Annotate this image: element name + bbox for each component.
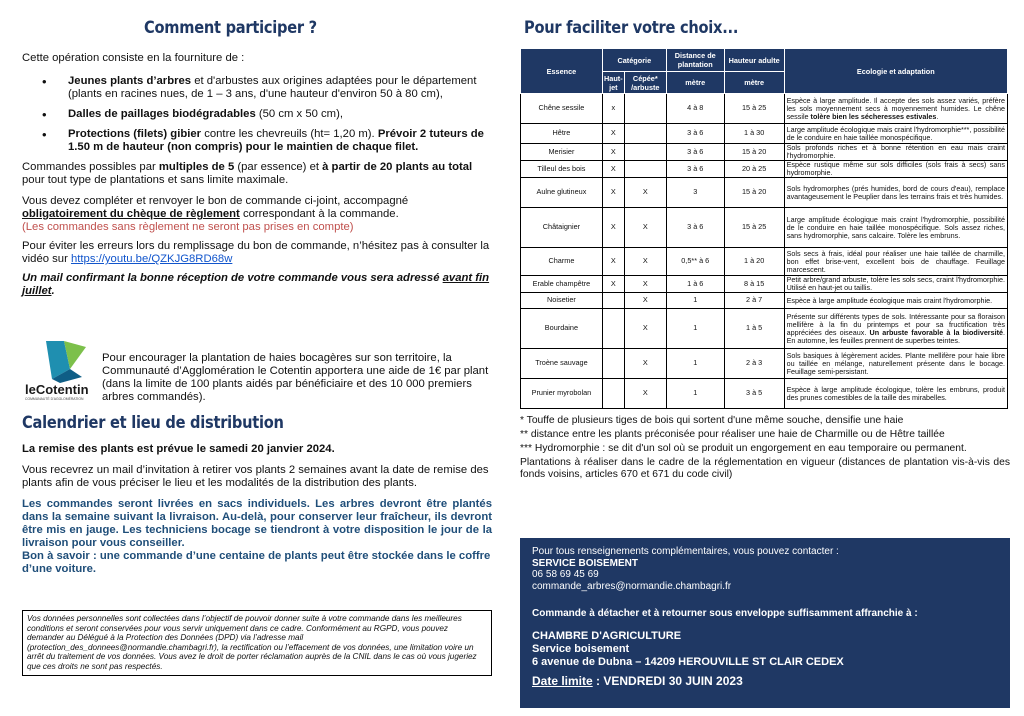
table-row: [521, 144, 1008, 161]
cell-distance: 3 à 6: [666, 144, 724, 161]
address-org: CHAMBRE D'AGRICULTURE: [532, 629, 682, 642]
cell-ecologie: Sols profonds riches et à bonne rétention en eau mais craint l'hydromorphie.: [784, 144, 1007, 161]
invitation-text: Vous recevrez un mail d’invitation à retirer vos plants 2 semaines avant la date de remise des plants afin de vous préciser le lieu et les modalités de la distribution des plants.: [22, 464, 489, 489]
header-essence: Essence: [521, 49, 603, 94]
contact-service: SERVICE BOISEMENT: [532, 557, 638, 569]
cell-cepee: X: [624, 349, 666, 379]
contact-phone: 06 58 69 45 69: [532, 569, 599, 580]
contact-intro: Pour tous renseignements complémentaires, vous pouvez contacter :: [532, 546, 839, 557]
cell-cepee: X: [624, 276, 666, 293]
table-row: [521, 309, 1008, 349]
header-cepee: Cépée* /arbuste: [624, 72, 666, 94]
cell-essence: Erable champêtre: [521, 276, 603, 293]
cell-hauteur: 2 à 7: [724, 293, 784, 309]
cell-ecologie: Présente sur différents types de sols. Intéressante pour sa floraison mellifère à la fin du printemps et pour sa fructification très appréciées des oiseaux. Un arbuste favorable à la biodiversité. En automne, les feuilles prennent de superbes teintes.: [784, 309, 1007, 349]
list-item: • Dalles de paillages biodégradables (50 cm x 50 cm),: [42, 108, 492, 121]
cell-cepee: [624, 124, 666, 144]
lecotentin-logo: [24, 339, 94, 401]
cell-cepee: X: [624, 309, 666, 349]
cell-essence: Aulne glutineux: [521, 178, 603, 208]
confirmation-note: Un mail confirmant la bonne réception de votre commande vous sera adressé avant fin juillet.: [22, 272, 490, 297]
section-title-calendrier: Calendrier et lieu de distribution: [22, 413, 284, 433]
order-conditions: Commandes possibles par multiples de 5 (par essence) et à partir de 20 plants au total pour tout type de plantations et sans limite maximale.: [22, 161, 473, 186]
cell-ecologie: Espèce rustique même sur sols difficiles (sols frais à secs) sans hydromorphie.: [784, 161, 1007, 178]
cell-hauteur: 1 à 30: [724, 124, 784, 144]
header-categorie: Catégorie: [602, 49, 666, 72]
cell-cepee: [624, 94, 666, 124]
note-reglementation: Plantations à réaliser dans le cadre de la réglementation en vigueur (distances de plantation vis-à-vis des fonds voisins, articles 670 et 671 du code civil): [520, 457, 1010, 480]
cell-cepee: X: [624, 248, 666, 276]
cell-essence: Hêtre: [521, 124, 603, 144]
cell-essence: Tilleul des bois: [521, 161, 603, 178]
header-metre-hauteur: mètre: [724, 72, 784, 94]
cell-distance: 3: [666, 178, 724, 208]
cell-hauteur: 3 à 5: [724, 379, 784, 409]
order-form-instructions: Vous devez compléter et renvoyer le bon de commande ci-joint, accompagné obligatoirement du chèque de règlement correspondant à la commande.: [22, 195, 409, 220]
cell-hauteur: 15 à 20: [724, 178, 784, 208]
cell-distance: 1: [666, 293, 724, 309]
contact-email[interactable]: commande_arbres@normandie.chambagri.fr: [532, 580, 732, 592]
header-metre-distance: mètre: [666, 72, 724, 94]
cell-distance: 1: [666, 349, 724, 379]
address-service: Service boisement: [532, 642, 630, 655]
cell-hautjet: X: [602, 178, 624, 208]
cell-hauteur: 8 à 15: [724, 276, 784, 293]
table-row: [521, 124, 1008, 144]
cell-hautjet: [602, 349, 624, 379]
cell-hauteur: 15 à 25: [724, 208, 784, 248]
table-row: [521, 379, 1008, 409]
cell-ecologie: Sols hydromorphes (prés humides, bord de cours d'eau), remplace avantageusement le Peuplier dans les terrains frais et très humides.: [784, 178, 1007, 208]
supply-list: [42, 75, 492, 154]
contact-box: [520, 538, 1010, 708]
section-title-participer: Comment participer ?: [144, 18, 317, 38]
header-ecologie: Ecologie et adaptation: [784, 49, 1007, 94]
cell-distance: 0,5** à 6: [666, 248, 724, 276]
cell-essence: Chêne sessile: [521, 94, 603, 124]
table-row: [521, 349, 1008, 379]
cell-essence: Merisier: [521, 144, 603, 161]
cell-hautjet: X: [602, 124, 624, 144]
header-hauteur: Hauteur adulte: [724, 49, 784, 72]
cell-essence: Noisetier: [521, 293, 603, 309]
cell-ecologie: Large amplitude écologique mais craint l'hydromorphie***, possibilité de le conduire en haie taillée monospécifique.: [784, 124, 1007, 144]
cell-distance: 4 à 8: [666, 94, 724, 124]
cell-cepee: [624, 161, 666, 178]
cell-ecologie: Espèce à large amplitude. Il accepte des sols assez variés, préfère les sols moyennement secs à moyennement humides. Le chêne sessile tolère bien les sécheresses estivales.: [784, 94, 1007, 124]
cell-essence: Châtaignier: [521, 208, 603, 248]
list-item: • Jeunes plants d’arbres et d'arbustes aux origines adaptées pour le département (plants en racines nues, de 1 – 3 ans, d'une hauteur d'environ 50 à 80 cm),: [42, 75, 492, 101]
distribution-date: La remise des plants est prévue le samedi 20 janvier 2024.: [22, 443, 335, 455]
header-distance: Distance de plantation: [666, 49, 724, 72]
species-table: [520, 48, 1008, 409]
video-help: Pour éviter les erreurs lors du remplissage du bon de commande, n’hésitez pas à consulter la vidéo sur https://youtu.be/QZKJG8RD68w: [22, 240, 490, 265]
cell-hauteur: 1 à 20: [724, 248, 784, 276]
cell-distance: 1: [666, 309, 724, 349]
svg-text:COMMUNAUTÉ D'AGGLOMÉRATION: COMMUNAUTÉ D'AGGLOMÉRATION: [25, 397, 84, 401]
cell-hautjet: X: [602, 161, 624, 178]
note-distance: ** distance entre les plants préconisée pour réaliser une haie de Charmille ou de Hêtre taillée: [520, 429, 945, 440]
delivery-info: Les commandes seront livrées en sacs individuels. Les arbres devront être plantés dans la semaine suivant la livraison. Au-delà, pour conserver leur fraîcheur, ils devront être mis en jauge. Les techniciens bocage se tiendront à votre disposition le jour de la livraison pour vous conseiller.: [22, 498, 492, 549]
cell-ecologie: Espèce à large amplitude écologique mais craint l'hydromorphie.: [784, 293, 1007, 309]
cell-essence: Bourdaine: [521, 309, 603, 349]
cell-ecologie: Espèce à large amplitude écologique, tolère les embruns, produit des prunes comestibles de la taille des mirabelles.: [784, 379, 1007, 409]
cell-essence: Charme: [521, 248, 603, 276]
cell-distance: 3 à 6: [666, 161, 724, 178]
deadline: Date limite : VENDREDI 30 JUIN 2023: [532, 673, 743, 688]
note-cepee: * Touffe de plusieurs tiges de bois qui sortent d'une même souche, densifie une haie: [520, 415, 904, 426]
address-street: 6 avenue de Dubna – 14209 HEROUVILLE ST CLAIR CEDEX: [532, 655, 844, 668]
note-hydromorphie: *** Hydromorphie : se dit d'un sol où se produit un engorgement en eau temporaire ou permanent.: [520, 443, 967, 454]
cell-hautjet: X: [602, 248, 624, 276]
cell-hauteur: 15 à 20: [724, 144, 784, 161]
intro-text: Cette opération consiste en la fourniture de :: [22, 52, 245, 64]
cell-cepee: X: [624, 293, 666, 309]
cell-cepee: X: [624, 208, 666, 248]
logo-wordmark: leCotentin: [25, 382, 89, 397]
cell-ecologie: Large amplitude écologique mais craint l'hydromorphie, possibilité de le conduire en haie taillée monospécifique. Sols assez riches, sans hydromorphie, sans calcaire. Tolère les embruns.: [784, 208, 1007, 248]
cotentin-aid-text: Pour encourager la plantation de haies bocagères sur son territoire, la Communauté d’Agglomération le Cotentin apportera une aide de 1€ par plant (dans la limite de 100 plants aidés par bénéficiaire et des 10 000 premiers arbres commandés).: [102, 352, 489, 403]
header-hautjet: Haut-jet: [604, 73, 623, 92]
cell-cepee: [624, 144, 666, 161]
cell-cepee: X: [624, 178, 666, 208]
table-row: [521, 161, 1008, 178]
cell-cepee: X: [624, 379, 666, 409]
table-row: [521, 178, 1008, 208]
cell-distance: 3 à 6: [666, 208, 724, 248]
cell-hauteur: 1 à 5: [724, 309, 784, 349]
cell-hautjet: X: [602, 144, 624, 161]
payment-warning: (Les commandes sans règlement ne seront pas prises en compte): [22, 221, 354, 233]
cell-ecologie: Sols basiques à légèrement acides. Plante mellifère pour haie libre ou taillée en mélange, naturellement présente dans le bocage. Feuillage semi-persistant.: [784, 349, 1007, 379]
cell-hautjet: X: [602, 208, 624, 248]
table-row: [521, 208, 1008, 248]
cell-distance: 1: [666, 379, 724, 409]
cell-essence: Prunier myrobolan: [521, 379, 603, 409]
table-row: [521, 94, 1008, 124]
table-row: [521, 293, 1008, 309]
cell-hautjet: X: [602, 276, 624, 293]
cell-hauteur: 20 à 25: [724, 161, 784, 178]
table-row: [521, 248, 1008, 276]
list-item: • Protections (filets) gibier contre les chevreuils (ht= 1,20 m). Prévoir 2 tuteurs de 1.50 m de hauteur (non compris) pour le maintien de chaque filet.: [42, 128, 492, 154]
section-title-choix: Pour faciliter votre choix...: [524, 18, 739, 38]
video-link[interactable]: https://youtu.be/QZKJG8RD68w: [70, 253, 233, 265]
cell-hauteur: 2 à 3: [724, 349, 784, 379]
table-notes: [520, 415, 1010, 481]
detach-instructions: Commande à détacher et à retourner sous enveloppe suffisamment affranchie à :: [532, 608, 918, 619]
cell-ecologie: Petit arbre/grand arbuste, tolère les sols secs, craint l'hydromorphie. Utilisé en haut-jet ou taillis.: [784, 276, 1007, 293]
cell-distance: 1 à 6: [666, 276, 724, 293]
cell-ecologie: Sols secs à frais, idéal pour réaliser une haie taillée de charmille, bon effet brise-vent, excellent bois de chauffage. Feuillage marcescent.: [784, 248, 1007, 276]
cell-essence: Troène sauvage: [521, 349, 603, 379]
good-to-know: Bon à savoir : une commande d’une centaine de plants peut être stockée dans le coffre d’une voiture.: [22, 550, 491, 575]
cell-hauteur: 15 à 25: [724, 94, 784, 124]
table-row: [521, 276, 1008, 293]
cell-hautjet: x: [602, 94, 624, 124]
cell-hautjet: [602, 309, 624, 349]
right-column: [520, 18, 1010, 688]
cell-distance: 3 à 6: [666, 124, 724, 144]
cell-hautjet: [602, 293, 624, 309]
left-column: [22, 18, 492, 671]
cell-hautjet: [602, 379, 624, 409]
rgpd-notice: Vos données personnelles sont collectées dans l’objectif de pouvoir donner suite à votre commande dans les meilleures conditions et seront conservées pour vous servir uniquement dans ce cadre. Conformément au RGPD, vous pouvez demander au Délégué à la Protection des Données (DPD) via l’adresse mail (protection_des_donnees@normandie.chambagri.fr), la rectification ou l’effacement de vos données, une limitation voire un arrêt du traitement de vos données. Vous avez le droit de porter réclamation auprès de la CNIL dans le cas où vous jugeriez que ces droits ne sont pas respectés.: [22, 610, 492, 676]
